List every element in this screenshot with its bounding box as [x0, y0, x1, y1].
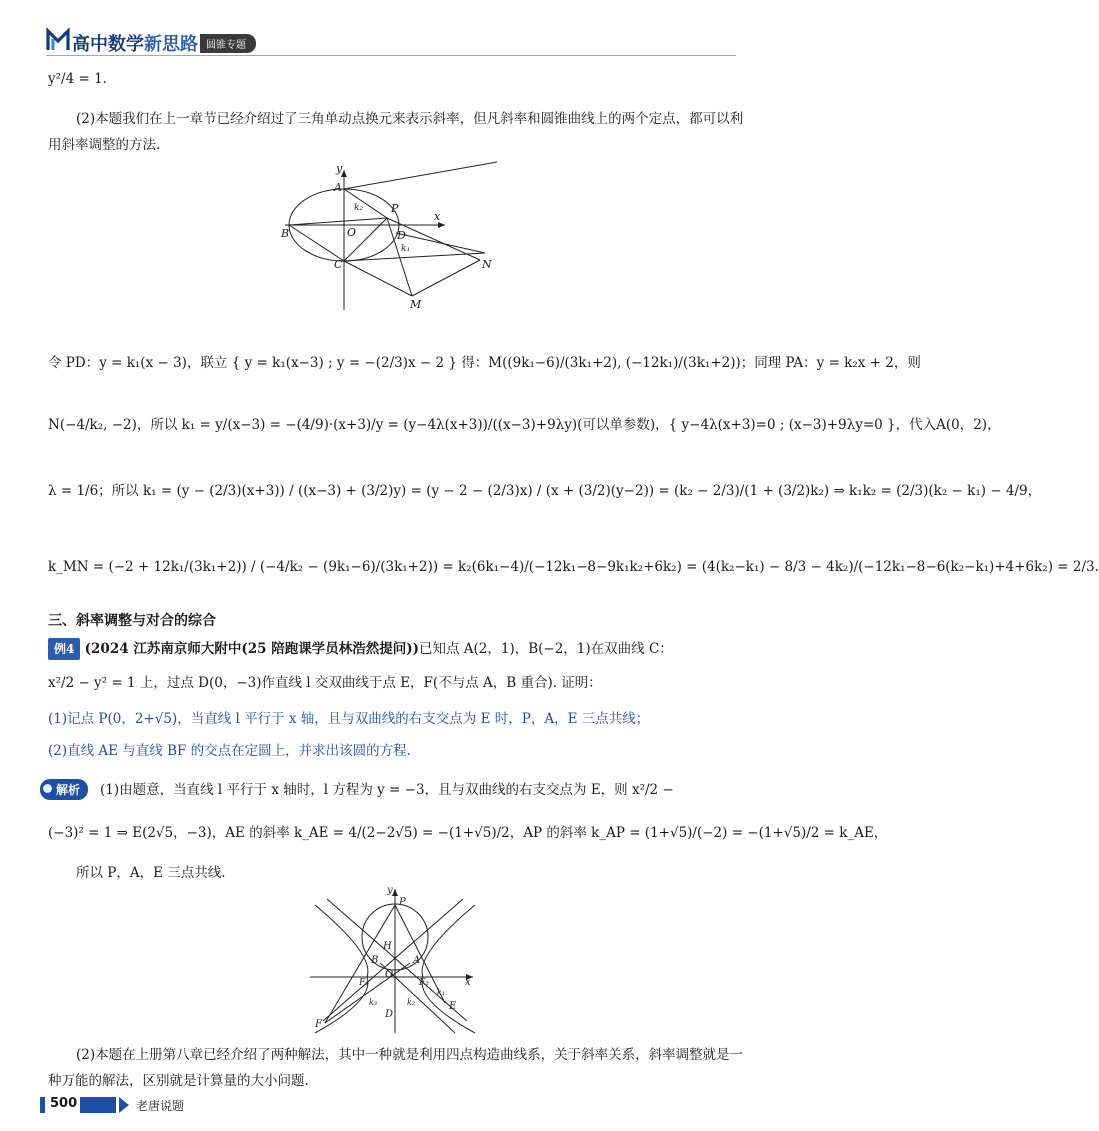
- label-k1-2: k₁: [437, 988, 446, 997]
- label-H: H: [383, 941, 392, 952]
- example-stem-2: x²/2 − y² = 1 上，过点 D(0，−3)作直线 l 交双曲线于点 E，F(不与点 A，B 重合). 证明：: [48, 675, 602, 691]
- label-k1: k₁: [401, 244, 411, 254]
- example-tag: 例4: [48, 638, 80, 660]
- label-O: O: [347, 226, 357, 239]
- header-rule: [46, 55, 736, 56]
- hyperbola-diagram: [305, 885, 485, 1035]
- footer-bar: [40, 1097, 45, 1113]
- footer-arrow-icon: [119, 1097, 129, 1113]
- equation-fragment: y²/4 = 1.: [48, 71, 107, 87]
- label-k2: k₂: [354, 203, 364, 213]
- footer-block: [80, 1097, 116, 1113]
- example-header: [48, 638, 673, 660]
- logo-icon: [46, 28, 70, 52]
- label-N: N: [482, 258, 492, 271]
- label-k3: k₃: [369, 998, 378, 1007]
- page-number: 500: [50, 1096, 78, 1111]
- footer-label: 老唐说题: [136, 1099, 185, 1113]
- solution-badge: 解析: [40, 779, 88, 800]
- derivation-line-2: N(−4/k₂, −2)，所以 k₁ = y/(x−3) = −(4/9)·(x+3)/y = (y−4λ(x+3))/((x−3)+9λy)(可以单参数)，{ y−4λ(x+3)=0 ; (x−3)+9λy=0 }，代入A(0，2)，: [48, 417, 1001, 433]
- label-y: y: [336, 162, 343, 175]
- derivation-line-1: 令 PD：y = k₁(x − 3)，联立 { y = k₁(x−3) ; y = −(2/3)x − 2 } 得：M((9k₁−6)/(3k₁+2), (−12k₁)/(3k₁+2))；同理 PA：y = k₂x + 2，则: [48, 355, 921, 371]
- label-x2: x: [465, 977, 471, 988]
- derivation-line-3: λ = 1/6；所以 k₁ = (y − (2/3)(x+3)) / ((x−3) + (3/2)y) = (y − 2 − (2/3)x) / (x + (3/2)(y−2)) = (k₂ − 2/3)/(1 + (3/2)k₂) ⇒ k₁k₂ = (2/3)(k₂ − k₁) − 4/9，: [48, 483, 1042, 499]
- label-M: M: [410, 298, 422, 311]
- label-D2: D: [385, 1009, 394, 1020]
- label-k2-2: k₂: [407, 998, 416, 1007]
- example-question-1: (1)记点 P(0，2+√5)，当直线 l 平行于 x 轴，且与双曲线的右支交点为 E 时，P，A，E 三点共线；: [48, 711, 650, 727]
- label-F2: F₂: [419, 978, 429, 988]
- label-B: B: [281, 227, 290, 240]
- example-stem-1: 已知点 A(2，1)，B(−2，1)在双曲线 C：: [418, 641, 673, 657]
- example-source: (2024 江苏南京师大附中(25 陪跑课学员林浩然提问)): [84, 641, 419, 657]
- label-D: D: [397, 229, 406, 242]
- solution-line-1: (1)由题意，当直线 l 平行于 x 轴时，l 方程为 y = −3，且与双曲线的右支交点为 E，则 x²/2 −: [100, 782, 674, 798]
- label-F1: F₁: [359, 978, 369, 988]
- label-y2: y: [387, 885, 393, 896]
- label-P2: P: [399, 897, 406, 908]
- label-E2: E: [449, 1001, 457, 1012]
- ellipse-diagram: [280, 160, 505, 315]
- paragraph-closing: (2)本题在上册第八章已经介绍了两种解法，其中一种就是利用四点构造曲线系，关于斜率关系，斜率调整就是一种万能的解法，区别就是计算量的大小问题.: [48, 1047, 744, 1089]
- label-P: P: [391, 202, 399, 215]
- solution-line-3: 所以 P，A，E 三点共线.: [76, 865, 226, 881]
- label-x: x: [434, 210, 441, 223]
- label-F3: F: [315, 1019, 322, 1030]
- label-A: A: [334, 181, 342, 194]
- paragraph-intro: (2)本题我们在上一章节已经介绍过了三角单动点换元来表示斜率，但凡斜率和圆锥曲线上的两个定点，都可以利用斜率调整的方法.: [48, 111, 744, 153]
- section-title: 三、斜率调整与对合的综合: [48, 613, 216, 629]
- solution-line-2: (−3)² = 1 ⇒ E(2√5，−3)，AE 的斜率 k_AE = 4/(2−2√5) = −(1+√5)/2，AP 的斜率 k_AP = (1+√5)/(−2) = −(1+√5)/2 = k_AE，: [48, 825, 888, 841]
- book-title: 高中数学新思路: [72, 34, 198, 55]
- label-A2: A: [413, 955, 421, 966]
- derivation-line-4: k_MN = (−2 + 12k₁/(3k₁+2)) / (−4/k₂ − (9k₁−6)/(3k₁+2)) = k₂(6k₁−4)/(−12k₁−8−9k₁k₂+6k₂) = (4(k₂−k₁) − 8/3 − 4k₂)/(−12k₁−8−6(k₂−k₁)+4+6k₂) = 2/3.: [48, 559, 1099, 575]
- label-B2: B: [371, 955, 379, 966]
- label-C: C: [334, 258, 343, 271]
- topic-badge: 圆锥专题: [200, 34, 256, 53]
- example-question-2: (2)直线 AE 与直线 BF 的交点在定圆上，并求出该圆的方程.: [48, 743, 411, 759]
- label-O2: O: [385, 969, 394, 980]
